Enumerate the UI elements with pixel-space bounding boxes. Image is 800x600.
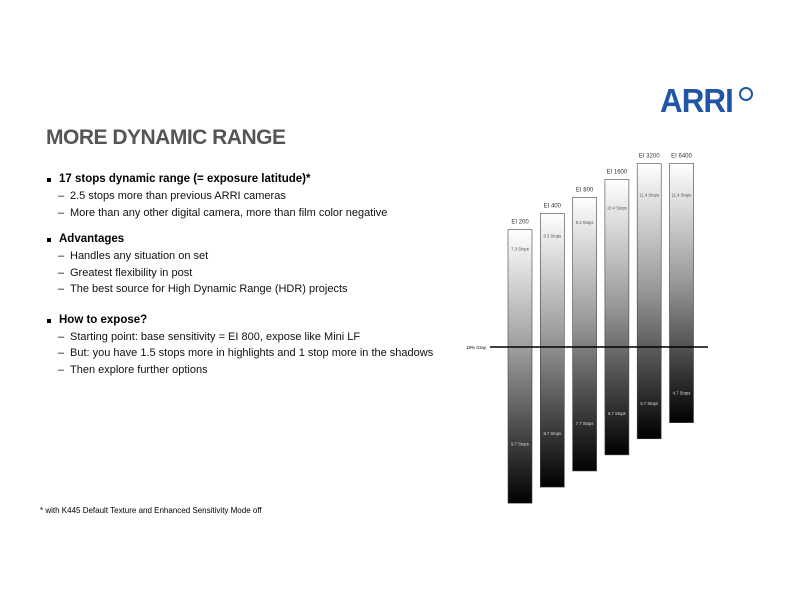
bullet-heading: How to expose? xyxy=(46,312,466,329)
exposure-range-bar xyxy=(670,163,694,422)
sub-bullet: – But: you have 1.5 stops more in highlights and 1 stop more in the shadows xyxy=(46,345,466,362)
sub-bullet: – 2.5 stops more than previous ARRI cameras xyxy=(46,188,466,205)
sub-bullet: – The best source for High Dynamic Range (HDR) projects xyxy=(46,281,466,298)
ei-category-label: EI 1600 xyxy=(606,169,628,176)
stops-below-label: 8.7 Stops xyxy=(543,431,562,437)
exposure-range-bar xyxy=(508,229,532,503)
ei-category-label: EI 6400 xyxy=(671,153,692,160)
ei-category-label: EI 200 xyxy=(511,219,529,226)
sub-bullet: – Handles any situation on set xyxy=(46,248,466,265)
sub-bullet: – Greatest flexibility in post xyxy=(46,265,466,282)
bullet-heading: 17 stops dynamic range (= exposure latitude)* xyxy=(46,171,466,188)
sub-bullet: – More than any other digital camera, more than film color negative xyxy=(46,205,466,222)
stops-below-label: 6.7 Stops xyxy=(608,410,626,416)
stops-above-label: 9.3 Stops xyxy=(575,220,594,226)
stops-above-label: 11.4 Stops xyxy=(639,192,660,198)
stops-above-label: 7.3 Stops xyxy=(511,246,529,252)
sub-bullet: – Starting point: base sensitivity = EI 800, expose like Mini LF xyxy=(46,329,466,346)
exposure-range-bar xyxy=(573,197,597,471)
stops-above-label: 11.4 Stops xyxy=(671,192,692,198)
logo-text: ARRI xyxy=(660,82,733,119)
page-title: MORE DYNAMIC RANGE xyxy=(46,126,286,149)
exposure-range-bar xyxy=(540,213,564,487)
exposure-range-bar xyxy=(637,163,661,438)
gray-reference-label: 18% Gray xyxy=(466,345,487,350)
stops-below-label: 5.7 Stops xyxy=(640,400,659,406)
footnote: * with K445 Default Texture and Enhanced Sensitivity Mode off xyxy=(40,506,262,515)
stops-above-label: 8.3 Stops xyxy=(543,233,562,239)
stops-above-label: 10.4 Stops xyxy=(606,205,627,211)
ei-category-label: EI 3200 xyxy=(638,153,660,160)
ei-category-label: EI 800 xyxy=(575,187,594,194)
stops-below-label: 9.7 Stops xyxy=(511,441,529,447)
stops-below-label: 4.7 Stops xyxy=(672,390,691,396)
stops-below-label: 7.7 Stops xyxy=(575,421,594,427)
bullet-heading: Advantages xyxy=(46,231,466,248)
ei-category-label: EI 400 xyxy=(543,203,561,210)
sub-bullet: – Then explore further options xyxy=(46,362,466,379)
